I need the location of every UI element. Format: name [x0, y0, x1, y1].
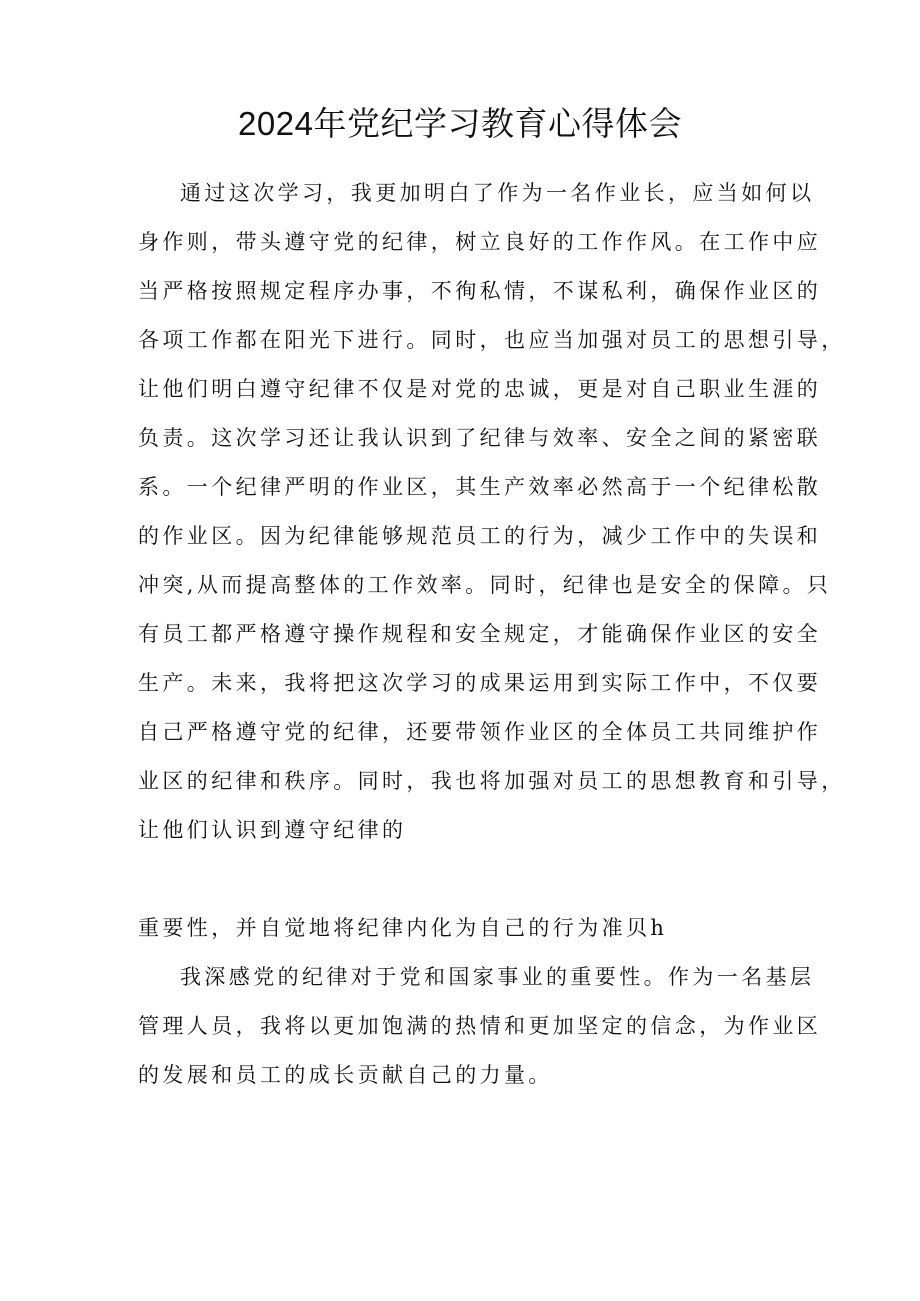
paragraph-1-continuation: 重要性，并自觉地将纪律内化为自己的行为准贝h	[138, 916, 668, 940]
paragraph-1-line: 让他们认识到遵守纪律的	[138, 818, 407, 842]
paragraph-1-line: 的作业区。因为纪律能够规范员工的行为，减少工作中的失误和	[138, 524, 822, 548]
paragraph-1-line: 冲突,从而提高整体的工作效率。同时，纪律也是安全的保障。只	[138, 573, 832, 597]
paragraph-1-line: 系。一个纪律严明的作业区，其生产效率必然高于一个纪律松散	[138, 475, 822, 499]
paragraph-1-line: 当严格按照规定程序办事，不徇私情，不谋私利，确保作业区的	[138, 279, 822, 303]
paragraph-2-line: 管理人员，我将以更加饱满的热情和更加坚定的信念，为作业区	[138, 1014, 822, 1038]
paragraph-1-line: 业区的纪律和秩序。同时，我也将加强对员工的思想教育和引导，	[138, 769, 846, 793]
paragraph-1-line: 负责。这次学习还让我认识到了纪律与效率、安全之间的紧密联	[138, 426, 822, 450]
paragraph-1-line: 身作则，带头遵守党的纪律，树立良好的工作作风。在工作中应	[138, 230, 822, 254]
paragraph-2-line: 的发展和员工的成长贡献自己的力量。	[138, 1063, 553, 1087]
paragraph-1-line: 通过这次学习，我更加明白了作为一名作业长，应当如何以	[180, 181, 815, 205]
paragraph-1-line: 生产。未来，我将把这次学习的成果运用到实际工作中，不仅要	[138, 671, 822, 695]
paragraph-2-line: 我深感党的纪律对于党和国家事业的重要性。作为一名基层	[180, 965, 815, 989]
paragraph-1-line: 有员工都严格遵守操作规程和安全规定，才能确保作业区的安全	[138, 622, 822, 646]
document-title: 2024年党纪学习教育心得体会	[238, 105, 682, 142]
paragraph-1-line: 各项工作都在阳光下进行。同时，也应当加强对员工的思想引导，	[138, 328, 846, 352]
paragraph-1-line: 自己严格遵守党的纪律，还要带领作业区的全体员工共同维护作	[138, 720, 822, 744]
paragraph-1-line: 让他们明白遵守纪律不仅是对党的忠诚，更是对自己职业生涯的	[138, 377, 822, 401]
